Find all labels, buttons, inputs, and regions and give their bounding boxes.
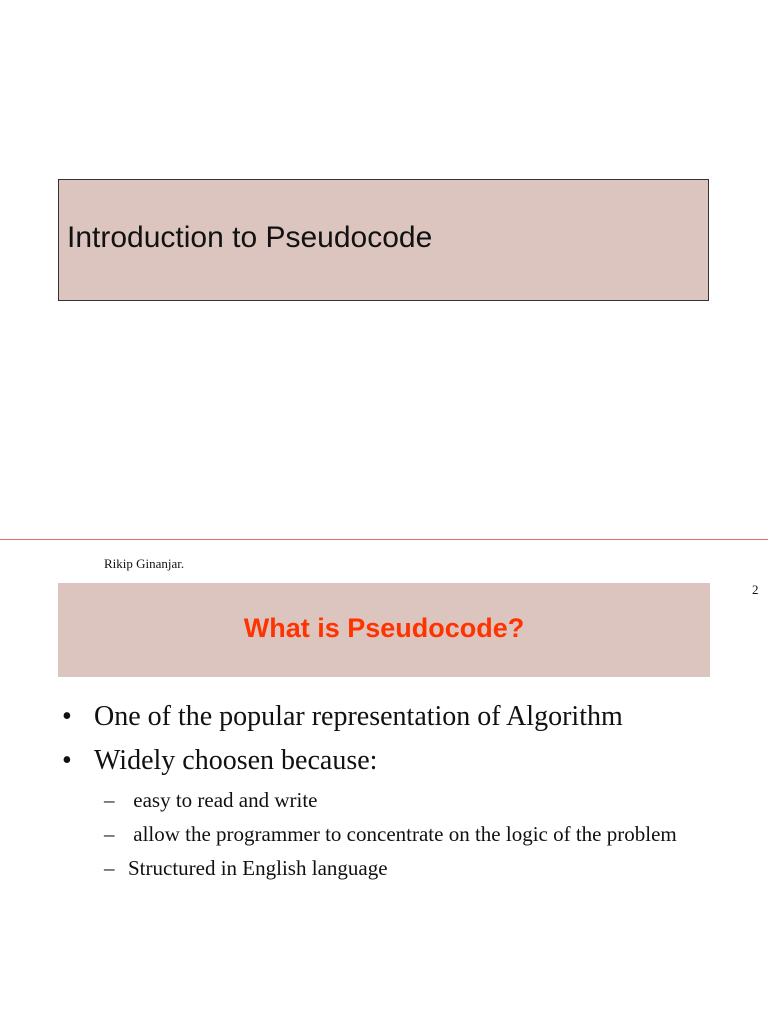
bullet-item [62, 700, 742, 734]
sub-bullet-marker: – [104, 822, 115, 846]
sub-bullet-text: Structured in English language [128, 856, 388, 880]
sub-bullet-text: allow the programmer to concentrate on the logic of the problem [128, 822, 677, 846]
sub-bullet-text: easy to read and write [128, 788, 318, 812]
slide-divider [0, 539, 768, 540]
bullet-marker: • [62, 745, 72, 776]
page-number: 2 [752, 582, 759, 597]
sub-bullet-item [104, 786, 704, 814]
sub-bullet-marker: – [104, 856, 115, 880]
sub-bullet-list [104, 786, 704, 888]
slide-title: Introduction to Pseudocode [67, 221, 433, 254]
author-label: Rikip Ginanjar. [104, 556, 185, 571]
slide-heading: What is Pseudocode? [243, 612, 525, 643]
sub-bullet-marker: – [104, 788, 115, 812]
slide-title-box [58, 179, 709, 301]
bullet-item [62, 744, 742, 778]
sub-bullet-item [104, 854, 704, 882]
bullet-list [62, 700, 742, 788]
sub-bullet-item [104, 820, 704, 848]
slide-heading-box [58, 583, 710, 677]
bullet-text: Widely choosen because: [94, 745, 378, 776]
bullet-text: One of the popular representation of Algorithm [94, 701, 623, 732]
bullet-marker: • [62, 701, 72, 732]
